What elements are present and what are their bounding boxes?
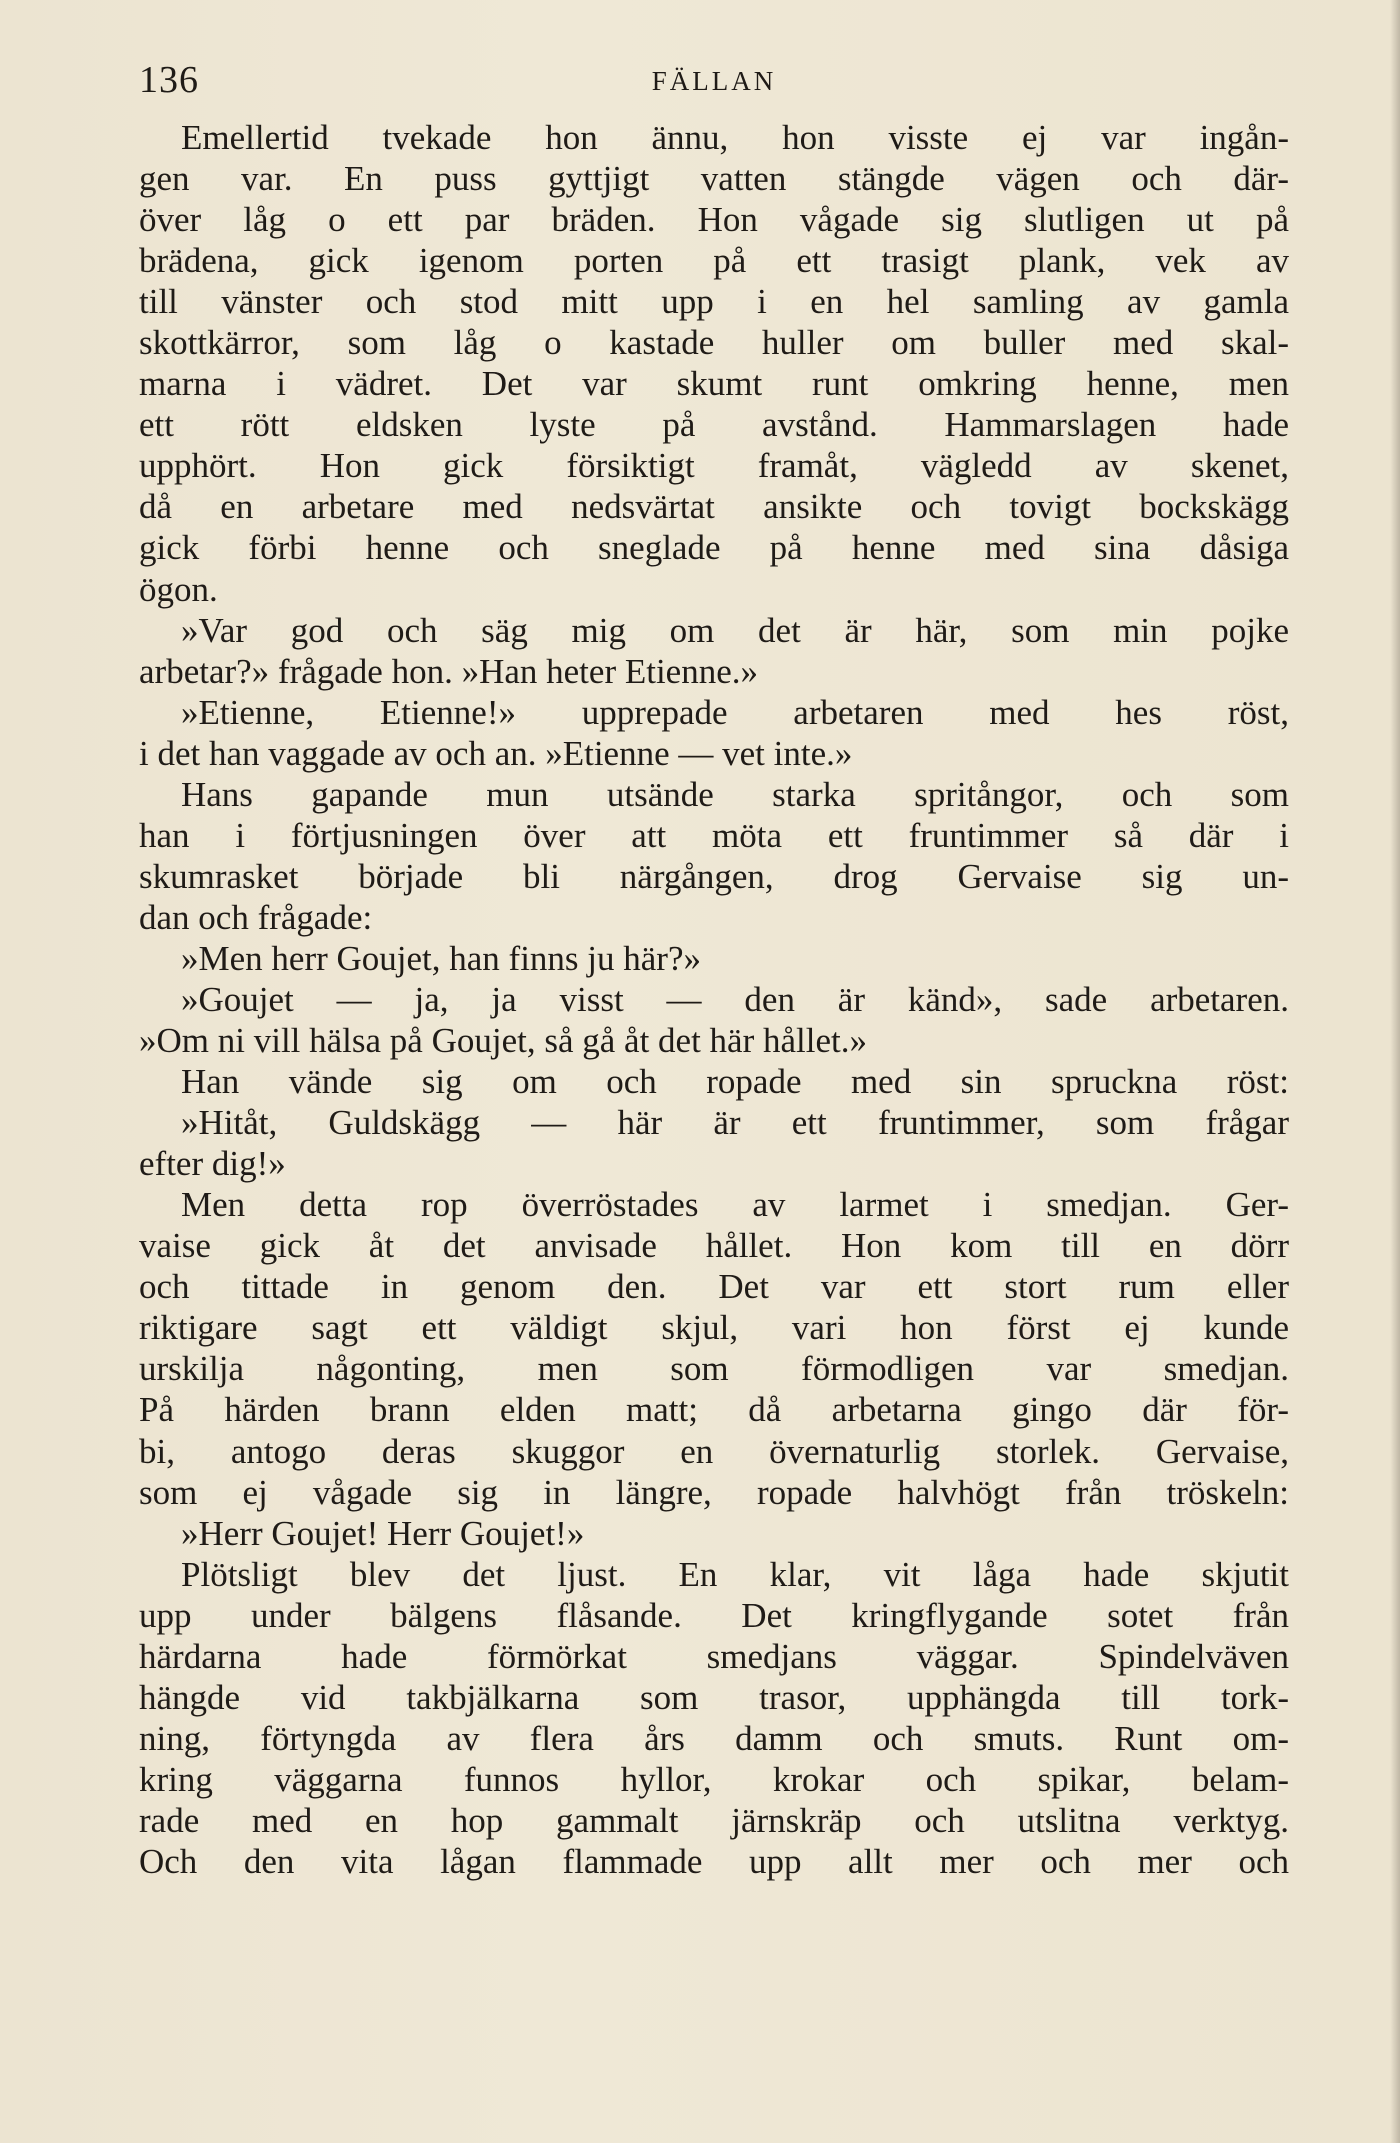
page-edge-shadow — [1390, 0, 1400, 2143]
text-line: bi, antogo deras skuggor en övernaturlig storlek. Gervaise, — [139, 1431, 1289, 1471]
text-line: »Om ni vill hälsa på Goujet, så gå åt det här hållet.» — [139, 1021, 867, 1061]
text-line: Hans gapande mun utsände starka spritångor, och som — [181, 774, 1289, 814]
text-line: och tittade in genom den. Det var ett stort rum eller — [139, 1267, 1289, 1307]
text-line: gen var. En puss gyttjigt vatten stängde vägen och där- — [139, 159, 1289, 199]
text-line: då en arbetare med nedsvärtat ansikte och tovigt bockskägg — [139, 487, 1289, 527]
text-line: dan och frågade: — [139, 897, 373, 937]
text-line: Plötsligt blev det ljust. En klar, vit låga hade skjutit — [181, 1554, 1289, 1594]
text-line: vaise gick åt det anvisade hållet. Hon kom till en dörr — [139, 1226, 1289, 1266]
text-line: »Herr Goujet! Herr Goujet!» — [181, 1513, 585, 1553]
text-line: riktigare sagt ett väldigt skjul, vari hon först ej kunde — [139, 1308, 1289, 1348]
text-line: han i förtjusningen över att möta ett fruntimmer så där i — [139, 815, 1289, 855]
body-text — [139, 117, 1289, 1882]
text-line: efter dig!» — [139, 1144, 286, 1184]
text-line: gick förbi henne och sneglade på henne med sina dåsiga — [139, 528, 1289, 568]
text-line: urskilja någonting, men som förmodligen var smedjan. — [139, 1349, 1289, 1389]
text-line: »Hitåt, Guldskägg — här är ett fruntimmer, som frågar — [181, 1103, 1289, 1143]
text-line: skumrasket började bli närgången, drog Gervaise sig un- — [139, 856, 1289, 896]
text-line: marna i vädret. Det var skumt runt omkring henne, men — [139, 364, 1289, 404]
text-line: härdarna hade förmörkat smedjans väggar. Spindelväven — [139, 1636, 1289, 1676]
text-line: ett rött eldsken lyste på avstånd. Hammarslagen hade — [139, 405, 1289, 445]
text-line: i det han vaggade av och an. »Etienne — vet inte.» — [139, 733, 853, 773]
text-line: På härden brann elden matt; då arbetarna gingo där för- — [139, 1390, 1289, 1430]
text-line: brädena, gick igenom porten på ett trasigt plank, vek av — [139, 241, 1289, 281]
text-line: ögon. — [139, 569, 218, 609]
page-number: 136 — [139, 59, 199, 101]
text-line: Han vände sig om och ropade med sin spruckna röst: — [181, 1062, 1289, 1102]
text-line: över låg o ett par bräden. Hon vågade sig slutligen ut på — [139, 200, 1289, 240]
text-line: Och den vita lågan flammade upp allt mer och mer och — [139, 1841, 1289, 1881]
text-line: upphört. Hon gick försiktigt framåt, vägledd av skenet, — [139, 446, 1289, 486]
running-head-title: FÄLLAN — [651, 66, 777, 96]
text-line: »Goujet — ja, ja visst — den är känd», sade arbetaren. — [181, 979, 1289, 1019]
text-line: som ej vågade sig in längre, ropade halvhögt från tröskeln: — [139, 1472, 1289, 1512]
text-line: »Men herr Goujet, han finns ju här?» — [181, 938, 701, 978]
text-line: »Var god och säg mig om det är här, som min pojke — [181, 610, 1289, 650]
page-header — [139, 58, 1289, 108]
text-line: hängde vid takbjälkarna som trasor, upphängda till tork- — [139, 1677, 1289, 1717]
text-line: Emellertid tvekade hon ännu, hon visste ej var ingån- — [181, 118, 1289, 157]
text-line: kring väggarna funnos hyllor, krokar och spikar, belam- — [139, 1759, 1289, 1799]
text-line: skottkärror, som låg o kastade huller om buller med skal- — [139, 323, 1289, 363]
text-line: »Etienne, Etienne!» upprepade arbetaren med hes röst, — [181, 692, 1289, 732]
text-line: upp under bälgens flåsande. Det kringflygande sotet från — [139, 1595, 1289, 1635]
text-line: ning, förtyngda av flera års damm och smuts. Runt om- — [139, 1718, 1289, 1758]
text-line: till vänster och stod mitt upp i en hel samling av gamla — [139, 282, 1289, 322]
text-line: Men detta rop överröstades av larmet i smedjan. Ger- — [181, 1185, 1289, 1225]
text-line: rade med en hop gammalt järnskräp och utslitna verktyg. — [139, 1800, 1289, 1840]
text-line: arbetar?» frågade hon. »Han heter Etienne.» — [139, 651, 758, 691]
